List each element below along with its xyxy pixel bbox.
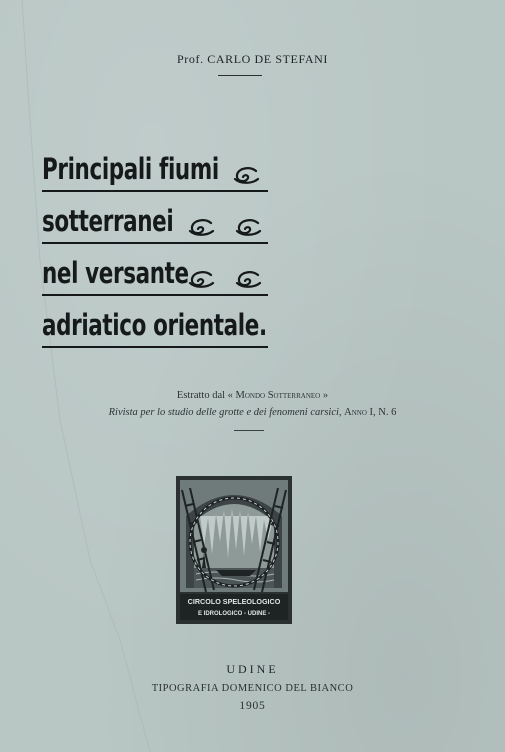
issue-number: Anno I, N. 6 (344, 407, 397, 418)
society-emblem (176, 476, 292, 624)
title-line-3 (42, 244, 272, 296)
title-text-1: Principali fiumi (42, 152, 219, 186)
extract-line-2 (0, 407, 505, 418)
serpent-ornament-icon (187, 271, 215, 289)
journal-name: « Mondo Sotterraneo » (227, 390, 329, 401)
serpent-ornament-icon (234, 219, 262, 237)
emblem-label-1: CIRCOLO SPELEOLOGICO (187, 597, 281, 606)
imprint-city: UDINE (226, 662, 279, 676)
main-title (42, 140, 272, 348)
title-line-1 (42, 140, 272, 192)
extract-prefix: Estratto dal (176, 390, 226, 401)
extract-line-1 (0, 390, 505, 401)
extract-divider (234, 430, 264, 431)
author-name: Prof. CARLO DE STEFANI (177, 52, 328, 66)
serpent-ornament-icon (232, 167, 260, 185)
title-rule-4 (42, 346, 268, 348)
title-text-3: nel versante (42, 256, 189, 290)
imprint-printer: TIPOGRAFIA DOMENICO DEL BIANCO (151, 683, 354, 694)
title-text-4: adriatico orientale. (42, 308, 267, 342)
author-divider (218, 75, 262, 76)
title-text-2: sotterranei (42, 204, 174, 238)
serpent-ornament-icon (234, 271, 262, 289)
title-line-4 (42, 296, 272, 348)
journal-description: Rivista per lo studio delle grotte e dei fenomeni carsici, (108, 407, 342, 418)
imprint-year: 1905 (239, 700, 266, 712)
title-line-2 (42, 192, 272, 244)
serpent-ornament-icon (187, 219, 215, 237)
emblem-label-2: E IDROLOGICO - UDINE - (198, 611, 270, 617)
